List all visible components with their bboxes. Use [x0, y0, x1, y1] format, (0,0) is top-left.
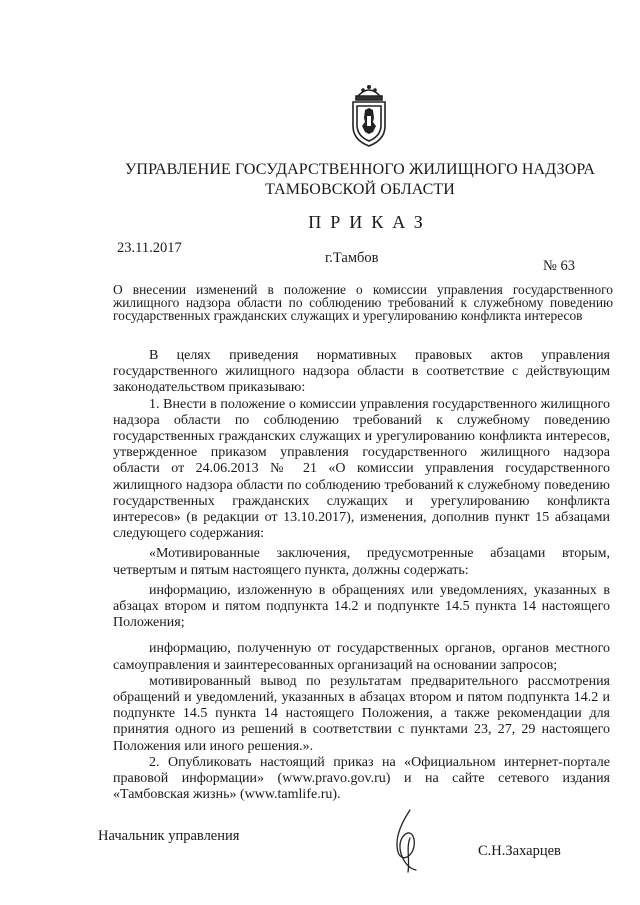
item-2-paragraph: 2. Опубликовать настоящий приказ на «Официальном интернет-портале правовой информации» (www.pravo.gov.ru) и на сайте сетевого издания «Тамбовская жизнь» (www.tamlife.ru). — [113, 754, 610, 803]
organization-region: ТАМБОВСКОЙ ОБЛАСТИ — [265, 181, 455, 198]
handwritten-signature-icon — [380, 808, 440, 874]
quoted-paragraph-4: мотивированный вывод по результатам предварительного рассмотрения обращений и уведомлений, указанных в абзацах втором и пятом подпункта 14.2 и подпункте 14.5 пункта 14 настоящего Положения, а также рекомендации для принятия одного из решений в соответствии с пунктами 23, 27, 29 настоящего Положения или иного решения.». — [113, 673, 610, 754]
document-city: г.Тамбов — [325, 250, 379, 266]
quoted-paragraph-2: информацию, изложенную в обращениях или уведомлениях, указанных в абзацах втором и пятом подпункта 14.2 и подпункте 14.5 пункта 14 настоящего Положения; — [113, 582, 610, 631]
document-date: 23.11.2017 — [117, 240, 182, 256]
signatory-position: Начальник управления — [98, 828, 240, 844]
document-subject: О внесении изменений в положение о комиссии управления государственного жилищного надзора области по соблюдению требований к служебному поведению государственных гражданских служащих и урегулированию конфликта интересов — [113, 282, 613, 323]
document-type-title: ПРИКАЗ — [308, 212, 432, 232]
document-number: № 63 — [543, 258, 575, 274]
item-1-paragraph: 1. Внести в положение о комиссии управления государственного жилищного надзора области по соблюдению требований к служебному поведению государственных гражданских служащих и урегулированию конфликта интересов, утвержденное приказом управления государственного жилищного надзора области от 24.06.2013 № 21 «О комиссии управления государственного жилищного надзора области по соблюдению требований к служебному поведению государственных гражданских служащих и урегулированию конфликта интересов» (в редакции от 13.10.2017), изменения, дополнив пункт 15 абзацами следующего содержания: — [113, 396, 610, 542]
document-body — [113, 348, 610, 803]
quoted-paragraph-1: «Мотивированные заключения, предусмотренные абзацами вторым, четвертым и пятым настоящего пункта, должны содержать: — [113, 546, 610, 578]
signatory-name: С.Н.Захарцев — [478, 843, 561, 859]
organization-name: УПРАВЛЕНИЕ ГОСУДАРСТВЕННОГО ЖИЛИЩНОГО НАДЗОРА — [124, 161, 595, 178]
quoted-paragraph-3: информацию, полученную от государственных органов, органов местного самоуправления и заинтересованных организаций на основании запросов; — [113, 641, 610, 673]
coat-of-arms-icon — [344, 82, 394, 150]
preamble-paragraph: В целях приведения нормативных правовых актов управления государственного жилищного надзора области в соответствие с действующим законодательством приказываю: — [113, 348, 610, 396]
